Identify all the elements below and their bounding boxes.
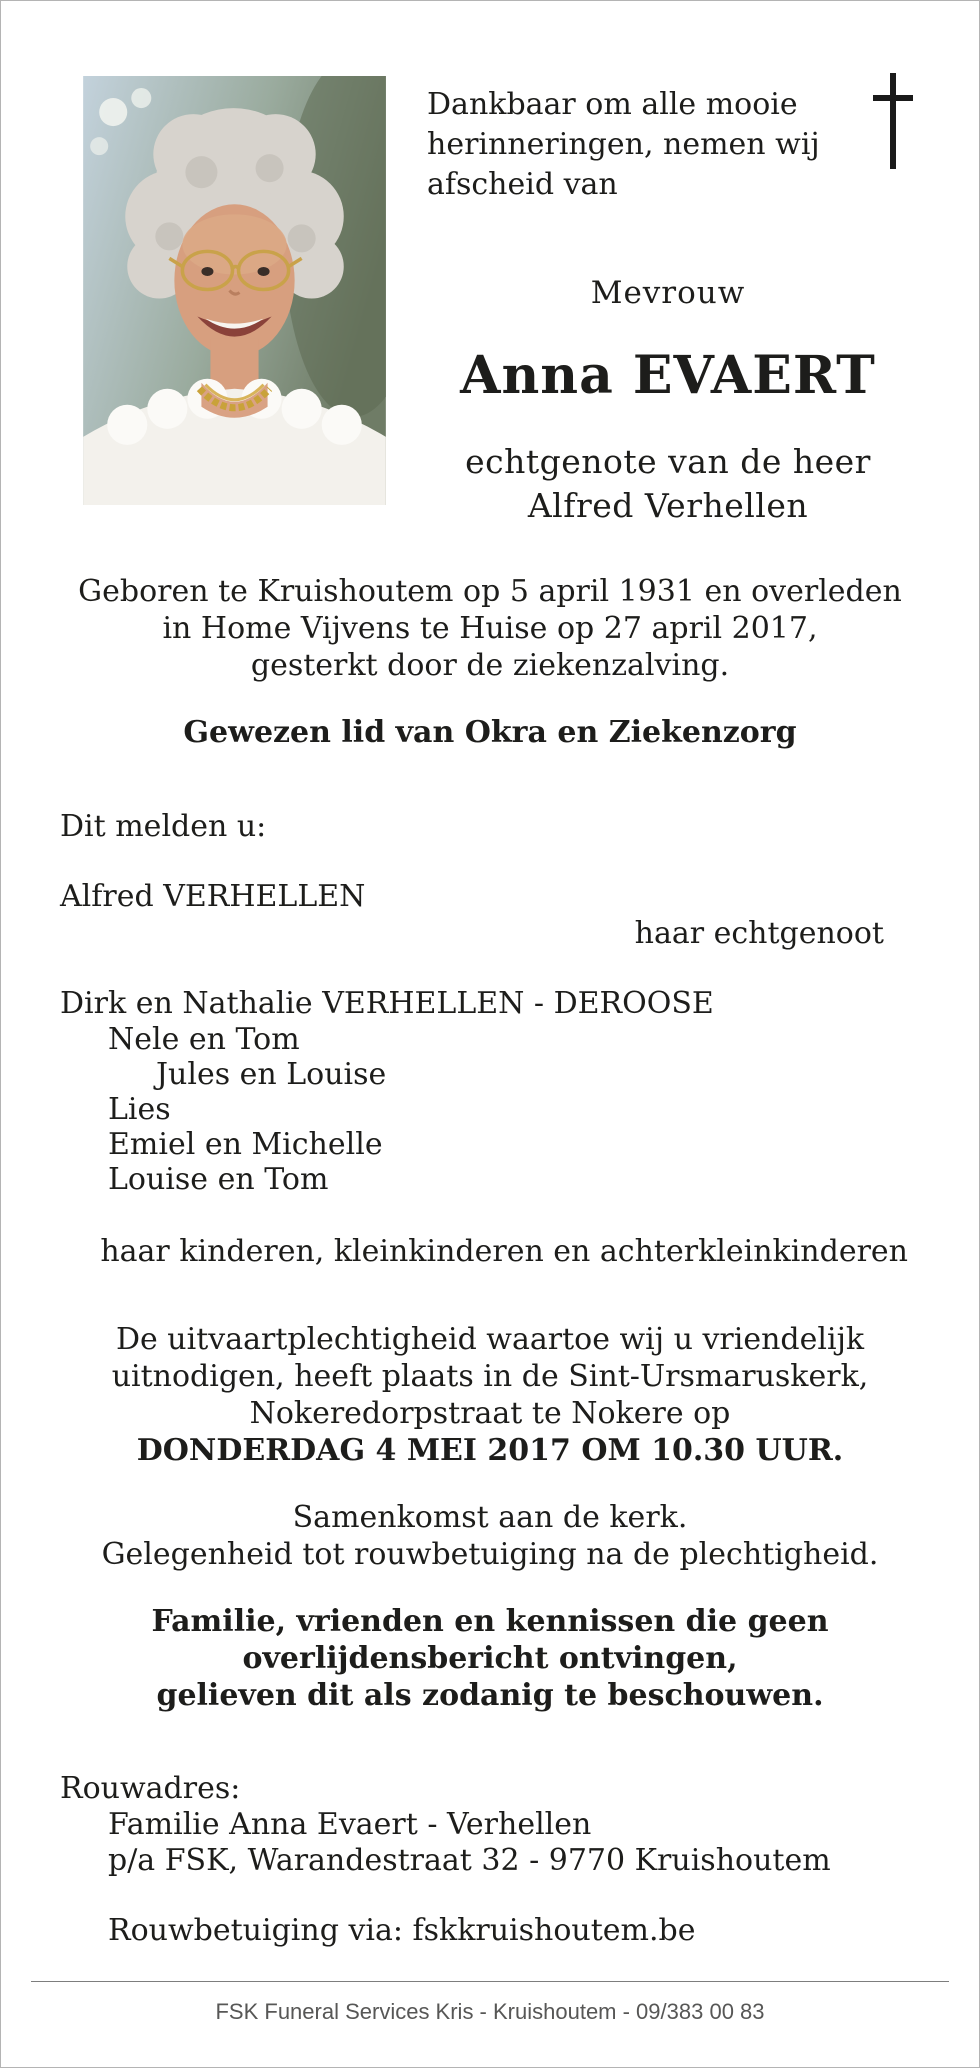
- notice-line-1: Familie, vrienden en kennissen die geen: [151, 1604, 829, 1639]
- notice-line-2: overlijdensbericht ontvingen,: [242, 1641, 738, 1676]
- gathering-line: Samenkomst aan de kerk.: [292, 1500, 688, 1535]
- birth-death-block: [1, 573, 979, 684]
- cross-icon: [865, 71, 921, 171]
- birth-death-line-2: in Home Vijvens te Huise op 27 april 2017,: [162, 611, 818, 646]
- mourning-address-line-1: Familie Anna Evaert - Verhellen: [108, 1807, 592, 1842]
- intro-line-2: herinneringen, nemen wij: [427, 127, 820, 162]
- birth-death-line-1: Geboren te Kruishoutem op 5 april 1931 en overleden: [78, 574, 902, 609]
- mourning-address-block: [60, 1771, 831, 1879]
- portrait-photo: [83, 76, 386, 505]
- condolence-line: Gelegenheid tot rouwbetuiging na de plechtigheid.: [101, 1537, 879, 1572]
- husband-role: haar echtgenoot: [634, 916, 884, 951]
- spouse-name: Alfred Verhellen: [527, 486, 809, 525]
- birth-death-line-3: gesterkt door de ziekenzalving.: [250, 648, 730, 683]
- grandchild-line: Nele en Tom: [108, 1022, 300, 1057]
- grandchild-line: Jules en Louise: [156, 1057, 387, 1092]
- ceremony-line-1: De uitvaartplechtigheid waartoe wij u vriendelijk: [115, 1322, 865, 1357]
- children-line: Dirk en Nathalie VERHELLEN - DEROOSE: [60, 986, 714, 1021]
- descendants-role: haar kinderen, kleinkinderen en achterkleinkinderen: [100, 1234, 908, 1269]
- intro-text: [427, 85, 820, 205]
- membership-line: Gewezen lid van Okra en Ziekenzorg: [183, 715, 797, 750]
- ceremony-line-2: uitnodigen, heeft plaats in de Sint-Ursmaruskerk,: [111, 1359, 869, 1394]
- footer-divider: [31, 1981, 949, 1982]
- ceremony-block: [1, 1321, 979, 1469]
- intro-line-3: afscheid van: [427, 167, 618, 202]
- announcement-label: Dit melden u:: [60, 809, 267, 844]
- online-condolence: Rouwbetuiging via: fskkruishoutem.be: [108, 1913, 696, 1948]
- spouse-block: [381, 440, 955, 528]
- spouse-line: echtgenote van de heer: [465, 442, 871, 481]
- husband-name: Alfred VERHELLEN: [60, 879, 366, 914]
- notice-line-3: gelieven dit als zodanig te beschouwen.: [156, 1678, 824, 1713]
- deceased-name: Anna EVAERT: [460, 345, 876, 406]
- grandchild-line: Lies: [108, 1092, 171, 1127]
- gathering-block: [1, 1499, 979, 1573]
- grandchild-line: Louise en Tom: [108, 1162, 329, 1197]
- mourning-address-label: Rouwadres:: [60, 1771, 241, 1806]
- salutation: Mevrouw: [590, 275, 746, 311]
- grandchildren-list: [60, 1022, 386, 1197]
- ceremony-line-3: Nokeredorpstraat te Nokere op: [249, 1396, 731, 1431]
- ceremony-datetime: DONDERDAG 4 MEI 2017 OM 10.30 UUR.: [136, 1433, 844, 1468]
- intro-line-1: Dankbaar om alle mooie: [427, 87, 798, 122]
- mourning-address-line-2: p/a FSK, Warandestraat 32 - 9770 Kruishoutem: [108, 1843, 831, 1878]
- grandchild-line: Emiel en Michelle: [108, 1127, 383, 1162]
- header-block: [381, 275, 955, 528]
- footer-text: FSK Funeral Services Kris - Kruishoutem - 09/383 00 83: [215, 1999, 765, 2024]
- notice-block: [1, 1603, 979, 1714]
